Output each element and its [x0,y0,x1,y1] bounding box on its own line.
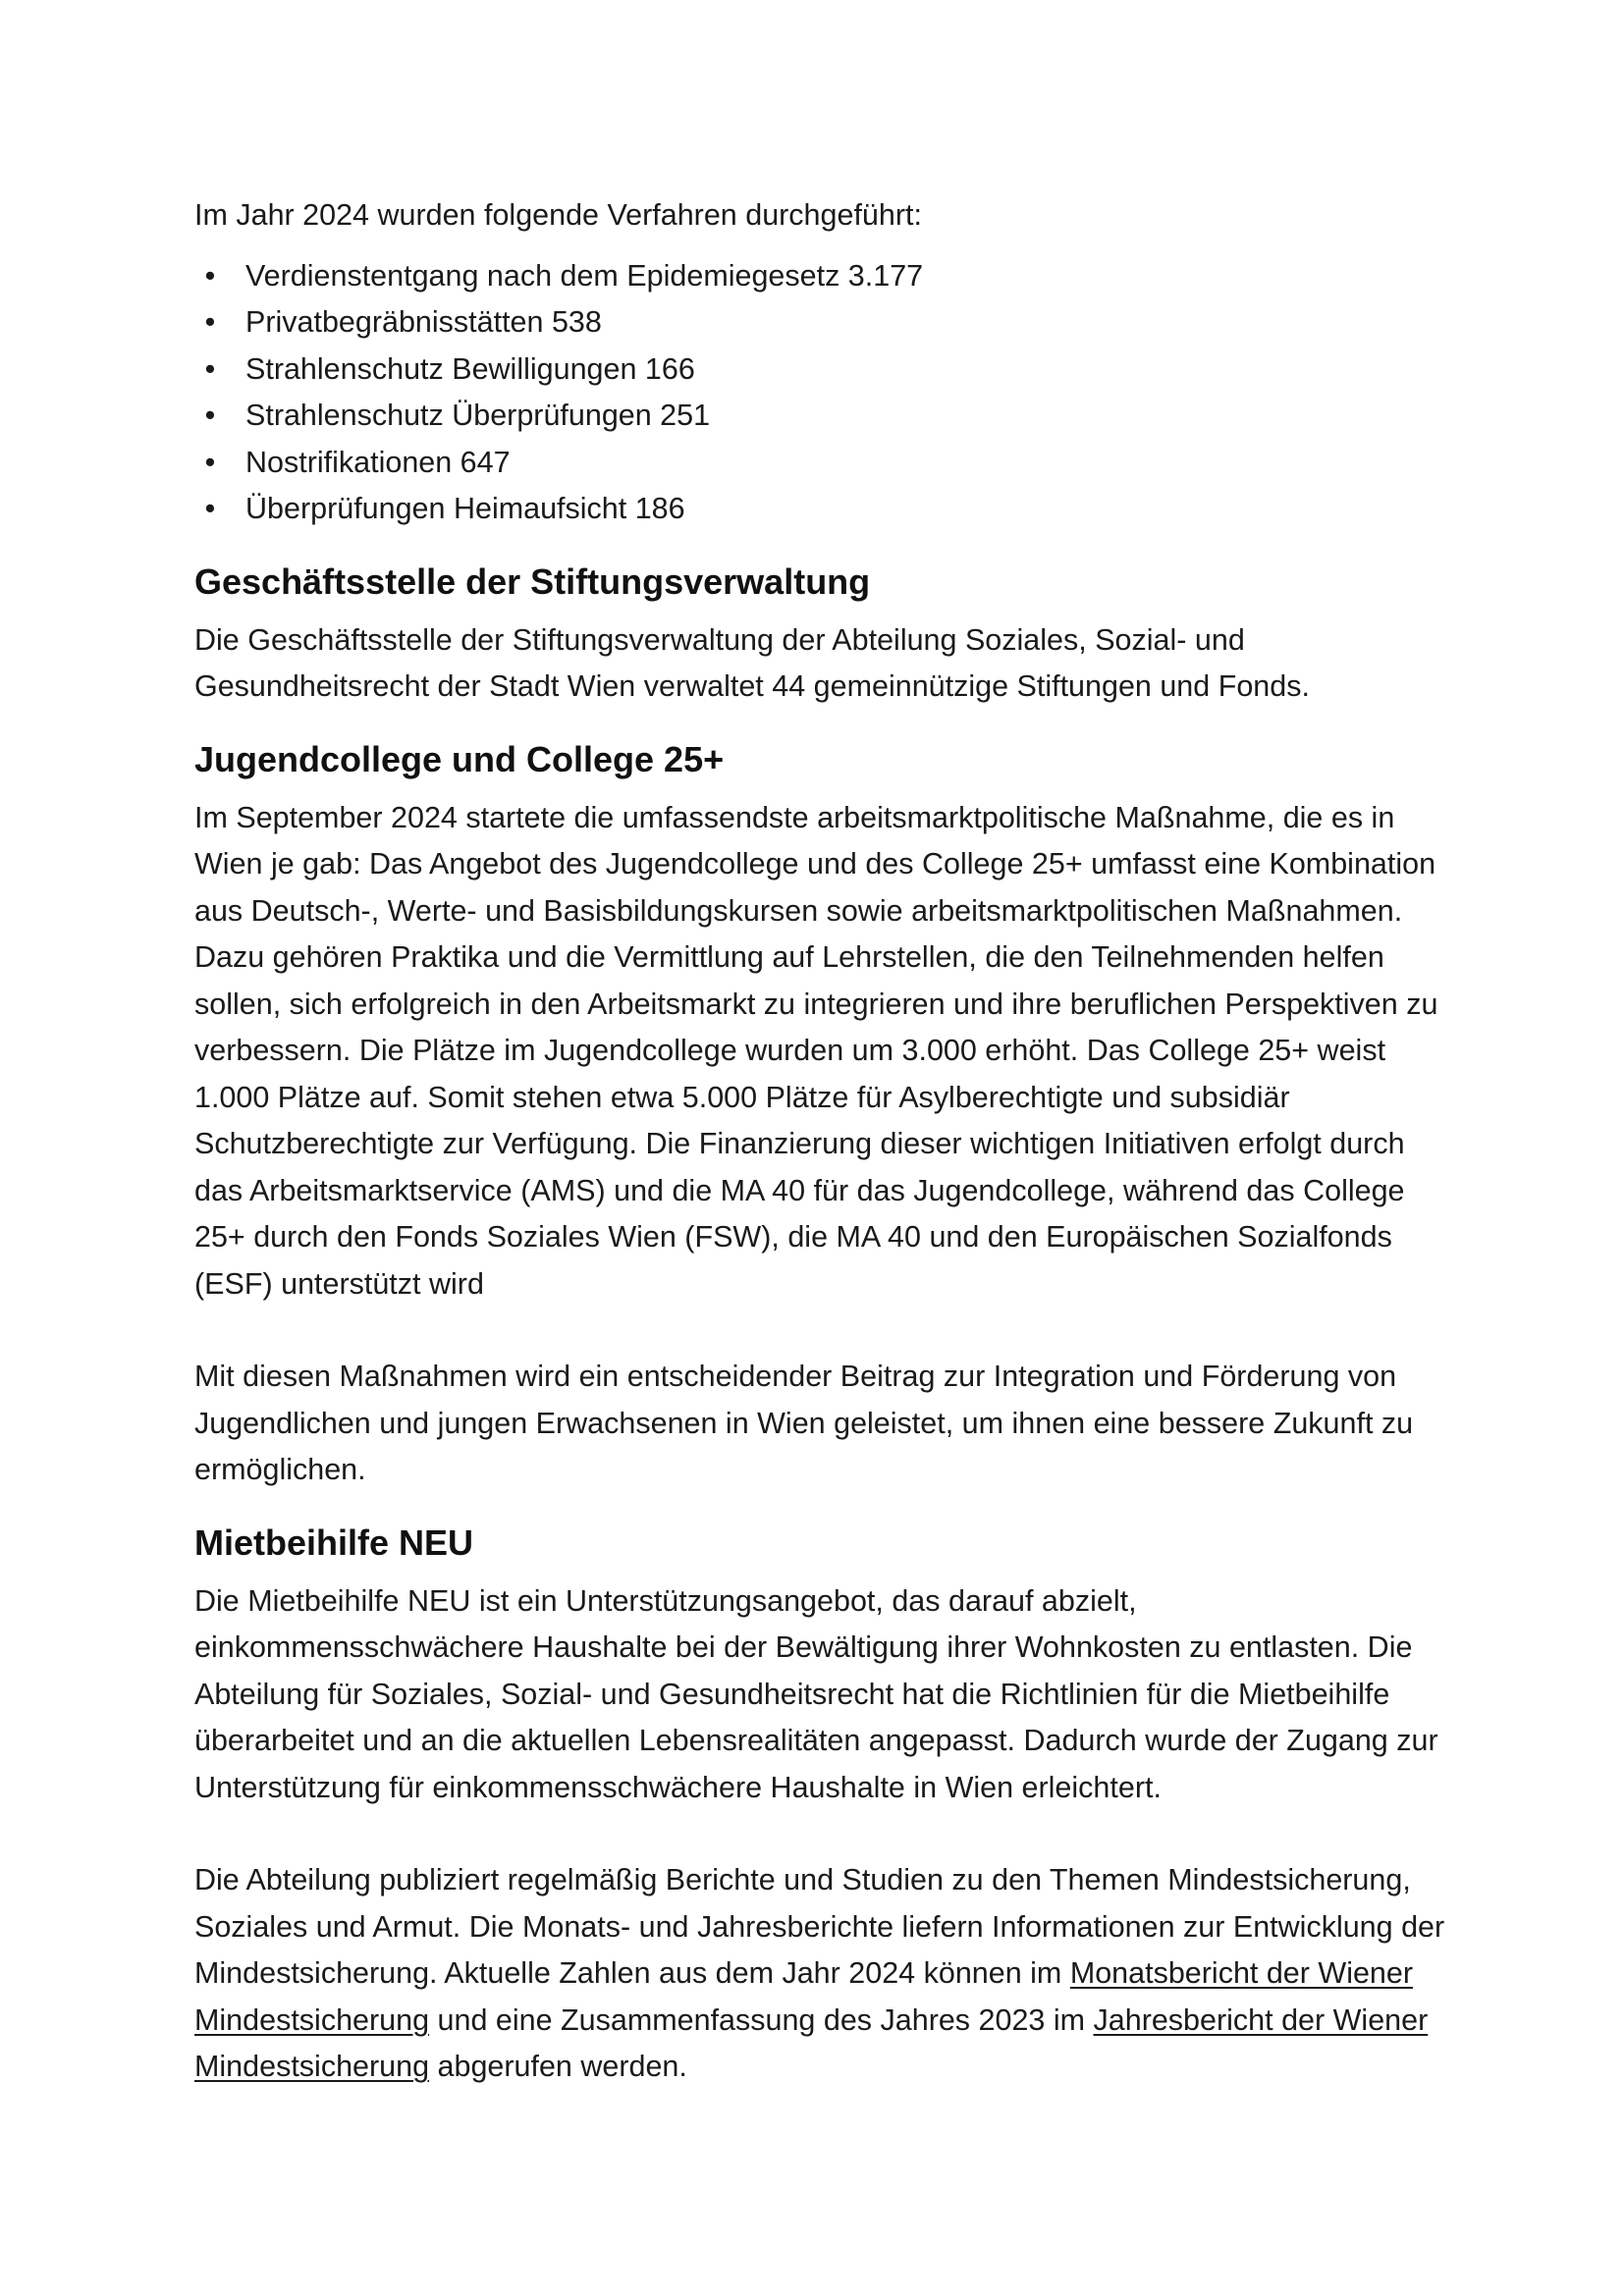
stiftung-paragraph: Die Geschäftsstelle der Stiftungsverwaltung der Abteilung Soziales, Sozial- und Gesundheitsrecht der Stadt Wien verwaltet 44 gemeinnützige Stiftungen und Fonds. [194,622,1310,703]
college-paragraph-2: Mit diesen Maßnahmen wird ein entscheidender Beitrag zur Integration und Förderung von Jugendlichen und jungen Erwachsenen in Wien geleistet, um ihnen eine bessere Zukunft zu ermöglichen. [194,1360,1414,1486]
list-item [194,347,1451,394]
list-item [194,393,1451,440]
list-item-text: Privatbegräbnisstätten 538 [245,305,602,339]
section-heading-mietbeihilfe: Mietbeihilfe NEU [194,1522,474,1563]
paragraph-spacer [194,1811,1451,1857]
reports-text-middle: und eine Zusammenfassung des Jahres 2023 im [429,2002,1094,2037]
bullet-icon: • [204,399,216,432]
bullet-icon: • [204,258,216,293]
list-item-text: Verdienstentgang nach dem Epidemiegesetz 3.177 [245,258,924,293]
bullet-icon: • [204,351,216,386]
reports-paragraph [194,1857,1451,2091]
list-item [194,299,1451,347]
document-page [194,192,1451,2091]
list-item-text: Nostrifikationen 647 [245,445,511,479]
list-item-text: Strahlenschutz Überprüfungen 251 [245,399,711,432]
reports-text-before: Die Abteilung publiziert regelmäßig Berichte und Studien zu den Themen Mindestsicherung, Soziales und Armut. Die Monats- und Jahresberichte liefern Informationen zur Entwicklung der Mindestsicherung. Aktuelle Zahlen aus dem Jahr 2024 können im [194,1863,1445,1990]
list-item [194,253,1451,300]
paragraph-spacer [194,1308,1451,1354]
college-paragraph-1: Im September 2024 startete die umfassendste arbeitsmarktpolitische Maßnahme, die es in Wien je gab: Das Angebot des Jugendcollege und des College 25+ umfasst eine Kombination aus Deutsch-, Werte- und Basisbildungskursen sowie arbeitsmarktpolitischen Maßnahmen. Dazu gehören Praktika und die Vermittlung auf Lehrstellen, die den Teilnehmenden helfen sollen, sich erfolgreich in den Arbeitsmarkt zu integrieren und ihre beruflichen Perspektiven zu verbessern. Die Plätze im Jugendcollege wurden um 3.000 erhöht. Das College 25+ weist 1.000 Plätze auf. Somit stehen etwa 5.000 Plätze für Asylberechtigte und subsidiär Schutzberechtigte zur Verfügung. Die Finanzierung dieser wichtigen Initiativen erfolgt durch das Arbeitsmarktservice (AMS) und die MA 40 für das Jugendcollege, während das College 25+ durch den Fonds Soziales Wien (FSW), die MA 40 und den Europäischen Sozialfonds (ESF) unterstützt wird [194,800,1438,1301]
bullet-icon: • [204,305,216,339]
list-item-text: Überprüfungen Heimaufsicht 186 [245,492,685,525]
monthly-report-link[interactable]: Monatsbericht der Wiener Mindestsicherung [194,1956,1414,2037]
intro-paragraph: Im Jahr 2024 wurden folgende Verfahren durchgeführt: [194,198,922,232]
list-item [194,486,1451,533]
annual-report-link[interactable]: Jahresbericht der Wiener Mindestsicherung [194,2002,1429,2083]
procedure-list [194,253,1451,533]
bullet-icon: • [204,492,216,525]
section-heading-college: Jugendcollege und College 25+ [194,738,725,779]
list-item [194,440,1451,487]
mietbeihilfe-paragraph: Die Mietbeihilfe NEU ist ein Unterstützungsangebot, das darauf abzielt, einkommensschwächere Haushalte bei der Bewältigung ihrer Wohnkosten zu entlasten. Die Abteilung für Soziales, Sozial- und Gesundheitsrecht hat die Richtlinien für die Mietbeihilfe überarbeitet und an die aktuellen Lebensrealitäten angepasst. Dadurch wurde der Zugang zur Unterstützung für einkommensschwächere Haushalte in Wien erleichtert. [194,1583,1438,1804]
list-item-text: Strahlenschutz Bewilligungen 166 [245,351,695,386]
section-heading-stiftung: Geschäftsstelle der Stiftungsverwaltung [194,561,871,602]
reports-text-after: abgerufen werden. [429,2050,687,2083]
bullet-icon: • [204,445,216,479]
